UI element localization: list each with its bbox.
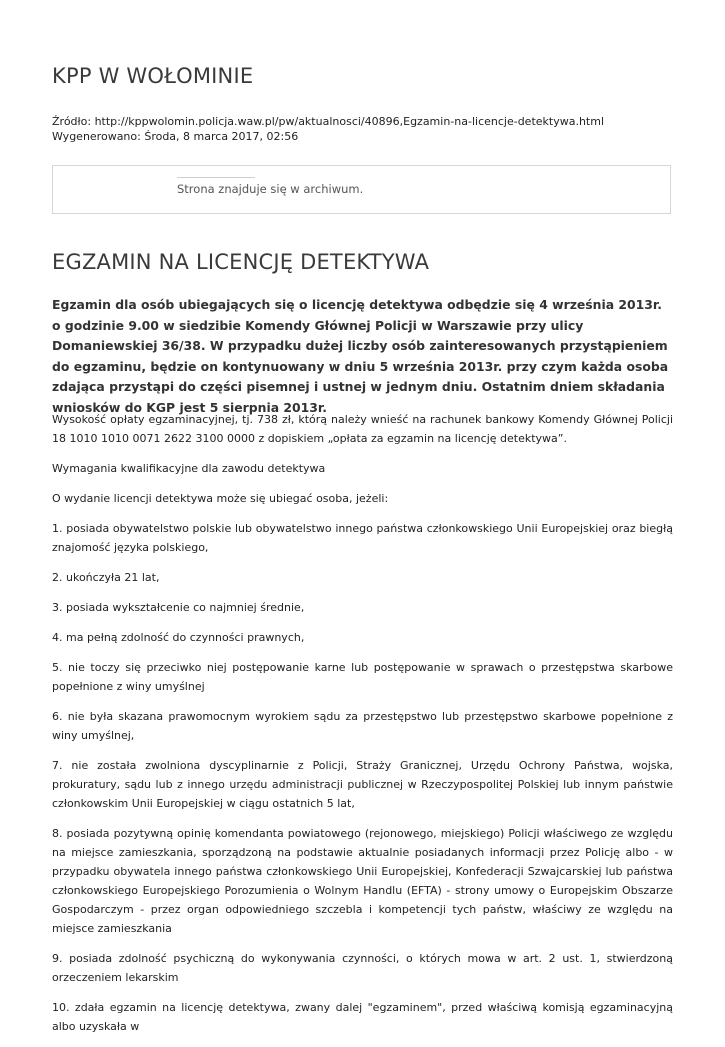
list-item: 6. nie była skazana prawomocnym wyrokiem sądu za przestępstwo lub przestępstwo skarbowe popełnione z winy umyślnej,	[52, 710, 673, 742]
article-lead: Egzamin dla osób ubiegających się o licencję detektywa odbędzie się 4 września 2013r. o godzinie 9.00 w siedzibie Komendy Głównej Policji w Warszawie przy ulicy Domaniewskiej 36/38. W przypadku dużej liczby osób zainteresowanych przystąpieniem do egzaminu, będzie on kontynuowany w dniu 5 września 2013r. przy czym każda osoba zdająca przystąpi do części pisemnej i ustnej w jednym dniu. Ostatnim dniem składania wniosków do KGP jest 5 sierpnia 2013r.	[52, 297, 669, 415]
site-title: KPP W WOŁOMINIE	[52, 64, 254, 88]
article-body	[52, 410, 673, 1047]
list-item: 8. posiada pozytywną opinię komendanta powiatowego (rejonowego, miejskiego) Policji właściwego ze względu na miejsce zamieszkania, sporządzoną na podstawie aktualnie posiadanych informacji przez Policję albo - w przypadku obywatela innego państwa członkowskiego Unii Europejskiej, Konfederacji Szwajcarskiej lub państwa członkowskiego Europejskiego Porozumienia o Wolnym Handlu (EFTA) - strony umowy o Europejskim Obszarze Gospodarczym - przez organ odpowiedniego szczebla i kompetencji tych państw, właściwy ze względu na miejsce zamieszkania	[52, 827, 673, 935]
list-item: 5. nie toczy się przeciwko niej postępowanie karne lub postępowanie w sprawach o przestępstwa skarbowe popełnione z winy umyślnej	[52, 661, 673, 693]
document-meta	[52, 114, 604, 144]
article-title: EGZAMIN NA LICENCJĘ DETEKTYWA	[52, 250, 430, 274]
source-url: Źródło: http://kppwolomin.policja.waw.pl/pw/aktualnosci/40896,Egzamin-na-licencje-detektywa.html	[52, 115, 605, 128]
list-item: 10. zdała egzamin na licencję detektywa, zwany dalej "egzaminem", przed właściwą komisją egzaminacyjną albo uzyskała w	[52, 1001, 673, 1033]
list-item: 4. ma pełną zdolność do czynności prawnych,	[52, 631, 305, 644]
archive-divider	[177, 177, 255, 178]
list-item: 9. posiada zdolność psychiczną do wykonywania czynności, o których mowa w art. 2 ust. 1, stwierdzoną orzeczeniem lekarskim	[52, 952, 673, 984]
archive-notice: Strona znajduje się w archiwum.	[177, 182, 364, 196]
paragraph: Wysokość opłaty egzaminacyjnej, tj. 738 zł, którą należy wnieść na rachunek bankowy Komendy Głównej Policji 18 1010 1010 0071 2622 3100 0000 z dopiskiem „opłata za egzamin na licencję detektywa”.	[52, 413, 673, 445]
archive-notice-box	[52, 165, 671, 214]
list-item: 1. posiada obywatelstwo polskie lub obywatelstwo innego państwa członkowskiego Unii Europejskiej oraz biegłą znajomość języka polskiego,	[52, 522, 673, 554]
paragraph: Wymagania kwalifikacyjne dla zawodu detektywa	[52, 462, 326, 475]
generated-date: Wygenerowano: Środa, 8 marca 2017, 02:56	[52, 130, 299, 143]
paragraph: O wydanie licencji detektywa może się ubiegać osoba, jeżeli:	[52, 492, 389, 505]
list-item: 3. posiada wykształcenie co najmniej średnie,	[52, 601, 305, 614]
list-item: 7. nie została zwolniona dyscyplinarnie z Policji, Straży Granicznej, Urzędu Ochrony Państwa, wojska, prokuratury, sądu lub z innego urzędu administracji publicznej w Rzeczypospolitej Polskiej lub innym państwie członkowskim Unii Europejskiej w ciągu ostatnich 5 lat,	[52, 759, 673, 810]
list-item: 2. ukończyła 21 lat,	[52, 571, 160, 584]
